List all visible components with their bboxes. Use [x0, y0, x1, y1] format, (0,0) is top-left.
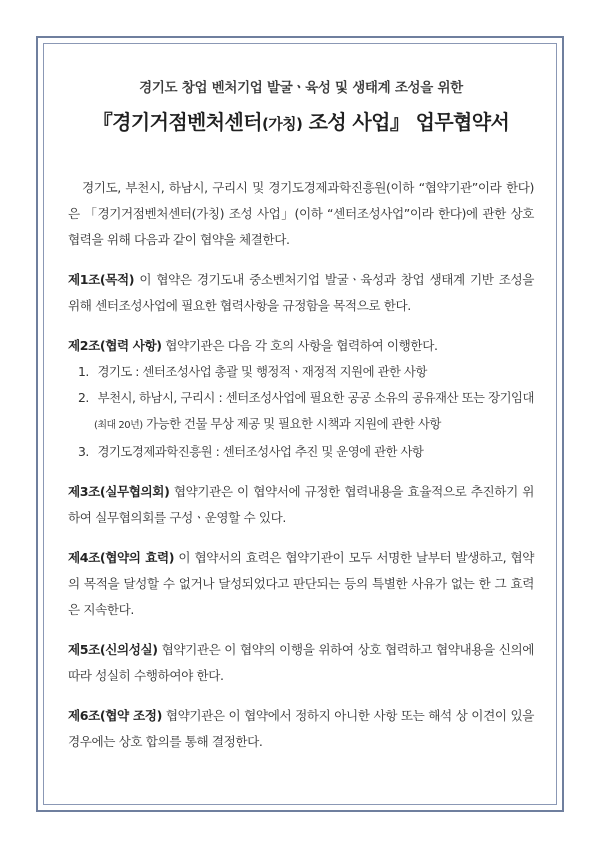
- title-end: 조성 사업』 업무협약서: [302, 110, 510, 134]
- article-2-items: [68, 359, 534, 465]
- article-2: [68, 333, 534, 465]
- document-title: [68, 106, 534, 135]
- intro-paragraph: 경기도, 부천시, 하남시, 구리시 및 경기도경제과학진흥원(이하 “협약기관”이라 한다)은 「경기거점벤처센터(가칭) 조성 사업」(이하 “센터조성사업”이라 한다)에 관한 상호 협력을 위해 다음과 같이 협약을 체결한다.: [68, 180, 534, 247]
- article-heading: 제6조(협약 조정): [68, 708, 162, 723]
- article-6: [68, 703, 534, 755]
- item-text-rest: 가능한 건물 무상 제공 및 필요한 시책과 지원에 관한 사항: [142, 416, 441, 431]
- item-number: 2.: [78, 390, 89, 405]
- item-text: 부천시, 하남시, 구리시 : 센터조성사업에 필요한 공공 소유의 공유재산 또는 장기임대: [97, 390, 534, 405]
- article-text: 이 협약서의 효력은 협약기관이 모두 서명한 날부터 발생하고, 협약의 목적을 달성할 수 없거나 달성되었다고 판단되는 등의 특별한 사유가 없는 한 그 효력은 지속한다.: [68, 550, 534, 617]
- item-text: 경기도경제과학진흥원 : 센터조성사업 추진 및 운영에 관한 사항: [97, 444, 424, 459]
- document-body: [68, 68, 534, 755]
- title-main: 『경기거점벤처센터: [92, 110, 262, 134]
- title-paren: (가칭): [261, 115, 303, 133]
- document-subtitle: 경기도 창업 벤처기업 발굴ㆍ육성 및 생태계 조성을 위한: [139, 80, 463, 96]
- list-item: [68, 439, 534, 465]
- article-heading: 제5조(신의성실): [68, 642, 158, 657]
- article-5: [68, 637, 534, 689]
- article-heading: 제3조(실무협의회): [68, 484, 170, 499]
- article-3: [68, 479, 534, 531]
- item-number: 1.: [78, 364, 89, 379]
- list-item: [68, 385, 534, 439]
- article-text: 협약기관은 이 협약서에 규정한 협력내용을 효율적으로 추진하기 위하여 실무협의회를 구성ㆍ운영할 수 있다.: [68, 484, 534, 525]
- item-text-small: (최대 20년): [94, 420, 143, 431]
- article-text: 협약기관은 이 협약에서 정하지 아니한 사항 또는 해석 상 이견이 있을 경우에는 상호 합의를 통해 결정한다.: [68, 708, 535, 749]
- item-number: 3.: [78, 444, 89, 459]
- article-1: [68, 267, 534, 319]
- article-heading: 제2조(협력 사항): [68, 338, 162, 353]
- article-text: 협약기관은 다음 각 호의 사항을 협력하여 이행한다.: [161, 338, 438, 353]
- article-heading: 제1조(목적): [68, 272, 135, 287]
- list-item: [68, 359, 534, 385]
- article-text: 이 협약은 경기도내 중소벤처기업 발굴ㆍ육성과 창업 생태계 기반 조성을 위해 센터조성사업에 필요한 협력사항을 규정함을 목적으로 한다.: [68, 272, 534, 313]
- article-heading: 제4조(협약의 효력): [68, 550, 175, 565]
- article-4: [68, 545, 534, 623]
- article-text: 협약기관은 이 협약의 이행을 위하여 상호 협력하고 협약내용을 신의에 따라 성실히 수행하여야 한다.: [68, 642, 534, 683]
- item-text: 경기도 : 센터조성사업 총괄 및 행정적ㆍ재정적 지원에 관한 사항: [97, 364, 427, 379]
